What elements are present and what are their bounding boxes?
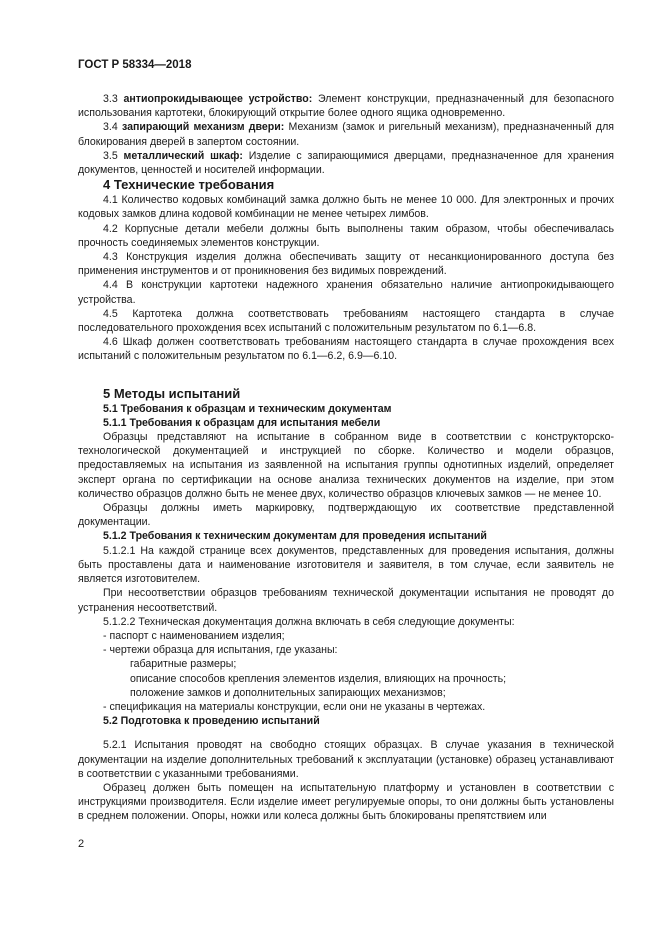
clause-5-1-2-1: 5.1.2.1 На каждой странице всех документов, представленных для проведения испытания, должны быть проставлены дата и наименование изготовителя и заявителя, в том случае, если заявитель не является изготовителем.: [78, 544, 614, 586]
def-term: металлический шкаф:: [123, 149, 243, 162]
clause-4-1: 4.1 Количество кодовых комбинаций замка должно быть не менее 10 000. Для электронных и прочих кодовых замков длина кодовой комбинации не менее четырех лимбов.: [78, 194, 614, 221]
list-item-specification: - спецификация на материалы конструкции, если они не указаны в чертежах.: [103, 700, 486, 713]
definition-3-4: [78, 120, 614, 148]
def-text: Изделие с запирающимися дверцами, предназначенное для хранения документов, ценностей и носителей информации.: [78, 149, 614, 177]
def-text: Элемент конструкции, предназначенный для безопасного использования картотеки, блокирующий открытие более одного ящика одновременно.: [78, 93, 614, 120]
definition-3-5: [78, 149, 614, 177]
clause-5-2-1: 5.2.1 Испытания проводят на свободно стоящих образцах. В случае указания в технической документации на изделие дополнительных требований к эксплуатации (установке) образец устанавливают в соответствии с указанными требованиями.: [78, 739, 614, 780]
section-5-1-2-heading: 5.1.2 Требования к техническим документам для проведения испытаний: [103, 530, 487, 543]
clause-5-1-1-para-2: Образцы должны иметь маркировку, подтверждающую их соответствие представленной документации.: [78, 502, 614, 529]
definition-3-3: [78, 92, 614, 120]
clause-5-1-2-2: 5.1.2.2 Техническая документация должна включать в себя следующие документы:: [103, 615, 515, 628]
sublist-item: положение замков и дополнительных запирающих механизмов;: [130, 686, 446, 699]
clause-5-2-1-para-2: Образец должен быть помещен на испытательную платформу и установлен в соответствии с инструкциями производителя. Если изделие имеет регулируемые опоры, то они должны быть установлены в среднем положении. Опоры, ножки или колеса должны быть блокированы препятствием или: [78, 781, 614, 823]
page-number: 2: [78, 838, 85, 850]
clause-4-2: 4.2 Корпусные детали мебели должны быть выполнены таким образом, чтобы обеспечивалась прочность соединяемых элементов конструкции.: [78, 222, 614, 249]
sublist-item: габаритные размеры;: [130, 658, 237, 671]
section-5-1-heading: 5.1 Требования к образцам и техническим документам: [103, 402, 392, 415]
clause-4-6: 4.6 Шкаф должен соответствовать требованиям настоящего стандарта в случае прохождения всех испытаний с положительным результатом по 6.1—6.2, 6.9—6.10.: [78, 336, 614, 363]
def-number: 3.5: [103, 149, 118, 162]
clause-5-1-1-para-1: Образцы представляют на испытание в собранном виде в соответствии с конструкторско-технологической документацией и инструкцией по сборке. Количество и модели образцов, предоставляемых на испытания из заявленной на испытания группы однотипных изделий, определяет эксперт органа по сертификации на основе анализа технических документов на изделие, при этом количество образцов должно быть не менее двух, количество образцов ключевых замков — не менее 10.: [78, 431, 614, 500]
section-4-heading: 4 Технические требования: [103, 177, 275, 193]
def-number: 3.3: [103, 93, 118, 105]
def-term: антиопрокидывающее устройство:: [123, 93, 313, 105]
section-5-2-heading: 5.2 Подготовка к проведению испытаний: [103, 715, 320, 728]
clause-4-3: 4.3 Конструкция изделия должна обеспечивать защиту от несанкционированного доступа без применения инструментов и от проникновения без видимых повреждений.: [78, 251, 614, 278]
section-5-1-1-heading: 5.1.1 Требования к образцам для испытания мебели: [103, 416, 381, 429]
clause-4-4: 4.4 В конструкции картотеки надежного хранения обязательно наличие антиопрокидывающего устройства.: [78, 279, 614, 306]
list-item-passport: - паспорт с наименованием изделия;: [103, 629, 285, 642]
section-5-heading: 5 Методы испытаний: [103, 385, 241, 401]
sublist-item: описание способов крепления элементов изделия, влияющих на прочность;: [130, 672, 507, 685]
def-number: 3.4: [103, 121, 118, 134]
clause-4-5: 4.5 Картотека должна соответствовать требованиям настоящего стандарта в случае последовательного прохождения всех испытаний с положительным результатом по 6.1—6.8.: [78, 307, 614, 335]
standard-header: ГОСТ Р 58334—2018: [78, 59, 192, 71]
document-body: [78, 92, 614, 824]
clause-5-1-2-para-2: При несоответствии образцов требованиям технической документации испытания не проводят до устранения несоответствий.: [78, 587, 614, 614]
def-term: запирающий механизм двери:: [121, 121, 285, 134]
def-text: Механизм (замок и ригельный механизм), предназначенный для блокирования дверей в запертом состоянии.: [78, 121, 614, 148]
list-item-drawings: - чертежи образца для испытания, где указаны:: [103, 644, 338, 657]
